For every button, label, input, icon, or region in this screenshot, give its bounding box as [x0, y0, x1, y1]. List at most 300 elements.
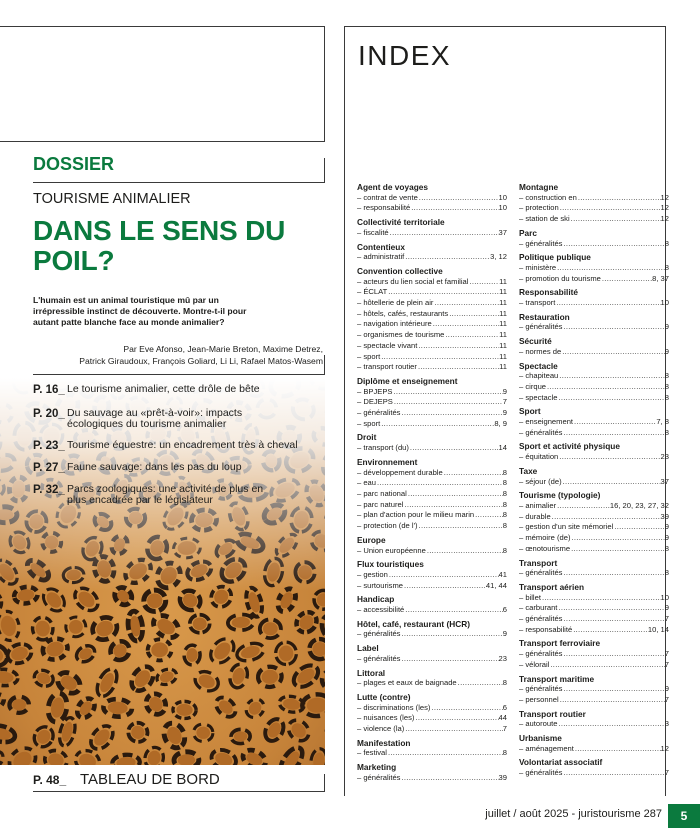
subentry-label: – transport routier — [357, 362, 417, 372]
index-entry-title: Label — [357, 643, 379, 654]
subentry-label: – plan d'action pour le milieu marin — [357, 510, 475, 520]
subentry-page: 10 — [660, 298, 669, 308]
index-subentry[interactable] — [519, 744, 669, 755]
subentry-page: 7 — [664, 649, 669, 659]
index-subentry[interactable] — [519, 695, 669, 706]
index-entry-title: Handicap — [357, 594, 395, 605]
index-entry — [519, 558, 669, 579]
subentry-page: 8 — [502, 488, 507, 498]
subentry-label: – carburant — [519, 603, 558, 613]
index-column-right — [519, 182, 669, 782]
dot-leader — [561, 347, 665, 358]
toc-item[interactable] — [33, 384, 317, 396]
index-entry — [357, 376, 507, 430]
subentry-page: 41, 44 — [485, 580, 507, 590]
index-subentry[interactable] — [357, 397, 507, 408]
index-subentry[interactable] — [357, 678, 507, 689]
dot-leader — [562, 239, 664, 250]
index-subentry[interactable] — [519, 428, 669, 439]
index-subentry[interactable] — [519, 477, 669, 488]
subentry-page: 14 — [498, 443, 507, 453]
index-subentry[interactable] — [357, 510, 507, 521]
subentry-label: – festival — [357, 748, 387, 758]
subentry-page: 8 — [664, 427, 669, 437]
dot-leader — [572, 625, 648, 636]
dot-leader — [404, 605, 502, 616]
index-subentry[interactable] — [357, 298, 507, 309]
dot-leader — [474, 510, 503, 521]
subentry-label: – protection — [519, 203, 559, 213]
toc-item[interactable] — [33, 408, 277, 430]
subentry-page: 11 — [499, 287, 507, 297]
dot-leader — [403, 500, 502, 511]
subentry-page: 8 — [664, 568, 669, 578]
subentry-page: 11 — [499, 362, 507, 372]
subentry-label: – hôtels, cafés, restaurants — [357, 308, 449, 318]
subentry-label: – ÉCLAT — [357, 287, 388, 297]
dot-leader — [400, 408, 502, 419]
index-subentry[interactable] — [357, 330, 507, 341]
subentry-label: – gestion — [357, 569, 388, 579]
divider — [33, 182, 325, 183]
index-subentry[interactable] — [519, 522, 669, 533]
tableau-page: P. 48_ — [33, 773, 67, 787]
subentry-label: – accessibilité — [357, 605, 405, 615]
authors-line: Patrick Giraudoux, François Goliard, Li Li, Rafael Matos-Wasem — [79, 355, 323, 366]
index-subentry[interactable] — [519, 393, 669, 404]
index-subentry[interactable] — [357, 654, 507, 665]
index-subentry[interactable] — [357, 419, 507, 430]
subentry-label: – mémoire (de) — [519, 533, 571, 543]
index-subentry[interactable] — [519, 239, 669, 250]
dot-leader — [562, 428, 664, 439]
index-subentry[interactable] — [519, 274, 669, 285]
index-entry — [519, 733, 669, 754]
index-subentry[interactable] — [357, 773, 507, 784]
index-subentry[interactable] — [357, 546, 507, 557]
index-entry — [519, 441, 669, 462]
subentry-label: – chapiteau — [519, 371, 559, 381]
subentry-label: – nuisances (les) — [357, 713, 415, 723]
footer-issue — [467, 808, 662, 820]
subentry-page: 7 — [664, 768, 669, 778]
subentry-page: 9 — [664, 522, 669, 532]
index-entry-title: Urbanisme — [519, 733, 562, 744]
subentry-page: 8 — [502, 478, 507, 488]
tableau-label[interactable]: TABLEAU DE BORD — [80, 771, 220, 788]
index-subentry[interactable] — [357, 581, 507, 592]
index-entry-title: Agent de voyages — [357, 182, 429, 192]
subentry-page: 10 — [660, 592, 669, 602]
index-entry — [357, 535, 507, 556]
subentry-label: – généralités — [519, 238, 563, 248]
subentry-page: 11 — [499, 340, 507, 350]
subentry-page: 39 — [498, 772, 507, 782]
subentry-label: – généralités — [357, 772, 401, 782]
index-entry-title: Contentieux — [357, 241, 405, 252]
index-entry-title: Lutte (contre) — [357, 691, 411, 702]
index-entry — [357, 668, 507, 689]
index-subentry[interactable] — [519, 322, 669, 333]
subentry-label: – spectacle vivant — [357, 340, 418, 350]
index-entry — [357, 266, 507, 373]
index-subentry[interactable] — [357, 309, 507, 320]
dot-leader — [573, 417, 656, 428]
subentry-label: – plages et eaux de baignade — [357, 678, 457, 688]
subentry-page: 8 — [664, 392, 669, 402]
index-subentry[interactable] — [357, 319, 507, 330]
index-subentry[interactable] — [357, 287, 507, 298]
index-entry-title: Politique publique — [519, 252, 591, 263]
index-entry — [357, 432, 507, 453]
index-entry — [357, 217, 507, 238]
subentry-page: 9 — [664, 533, 669, 543]
index-subentry[interactable] — [519, 417, 669, 428]
dot-leader — [574, 744, 661, 755]
dossier-subtitle: TOURISME ANIMALIER — [33, 191, 191, 207]
index-entry — [519, 361, 669, 404]
dot-leader — [559, 695, 665, 706]
index-subentry[interactable] — [519, 684, 669, 695]
index-entry-title: Volontariat associatif — [519, 757, 603, 768]
subentry-page: 23 — [660, 452, 669, 462]
subentry-label: – discriminations (les) — [357, 702, 431, 712]
magazine-name: juristourisme 287 — [578, 808, 662, 820]
index-subentry[interactable] — [357, 489, 507, 500]
dot-leader — [557, 603, 664, 614]
index-entry-title: Collectivité territoriale — [357, 217, 445, 228]
index-subentry[interactable] — [357, 748, 507, 759]
subentry-page: 16, 20, 23, 27, 32 — [609, 500, 669, 510]
index-entry-title: Manifestation — [357, 737, 411, 748]
toc-page: P. 20_ — [33, 408, 65, 420]
subentry-page: 11 — [499, 298, 507, 308]
subentry-page: 7 — [502, 724, 507, 734]
authors — [53, 344, 323, 367]
index-subentry[interactable] — [519, 603, 669, 614]
subentry-page: 8 — [664, 238, 669, 248]
subentry-page: 11 — [499, 276, 507, 286]
index-entry-title: Taxe — [519, 465, 538, 476]
subentry-page: 8, 37 — [652, 273, 669, 283]
toc-page: P. 23_ — [33, 440, 65, 452]
subentry-label: – responsabilité — [519, 624, 573, 634]
toc-item[interactable] — [33, 484, 267, 506]
dot-leader — [468, 277, 499, 288]
dot-leader — [541, 593, 661, 604]
index-subentry[interactable] — [519, 593, 669, 604]
index-subentry[interactable] — [519, 768, 669, 779]
index-entry — [519, 757, 669, 778]
subentry-label: – généralités — [519, 322, 563, 332]
subentry-page: 8 — [664, 543, 669, 553]
subentry-page: 9 — [502, 408, 507, 418]
index-subentry[interactable] — [357, 193, 507, 204]
dot-leader — [570, 544, 665, 555]
dossier-title: DANS LE SENS DU POIL? — [33, 215, 286, 276]
subentry-page: 12 — [660, 203, 669, 213]
subentry-page: 8 — [664, 371, 669, 381]
index-entry — [519, 182, 669, 225]
index-subentry[interactable] — [357, 468, 507, 479]
dot-leader — [557, 393, 664, 404]
subentry-page: 37 — [660, 476, 669, 486]
index-subentry[interactable] — [519, 719, 669, 730]
index-entry — [357, 692, 507, 735]
subentry-label: – normes de — [519, 346, 562, 356]
subentry-label: – séjour (de) — [519, 476, 562, 486]
index-subentry[interactable] — [357, 724, 507, 735]
dot-leader — [448, 309, 499, 320]
index-subentry[interactable] — [357, 605, 507, 616]
index-entry — [519, 709, 669, 730]
subentry-label: – fiscalité — [357, 227, 389, 237]
subentry-label: – transport (du) — [357, 443, 409, 453]
index-subentry[interactable] — [519, 214, 669, 225]
index-entry-title: Convention collective — [357, 265, 443, 276]
subentry-label: – équitation — [519, 452, 559, 462]
dot-leader — [562, 477, 661, 488]
index-subentry[interactable] — [519, 533, 669, 544]
index-entry — [357, 762, 507, 783]
dot-leader — [380, 419, 494, 430]
index-subentry[interactable] — [519, 371, 669, 382]
index-subentry[interactable] — [519, 625, 669, 636]
subentry-label: – autoroute — [519, 719, 558, 729]
index-subentry[interactable] — [357, 277, 507, 288]
index-entry-title: Transport — [519, 557, 558, 568]
dot-leader — [417, 341, 499, 352]
dot-leader — [417, 362, 499, 373]
dot-leader — [562, 322, 664, 333]
index-subentry[interactable] — [357, 341, 507, 352]
dot-leader — [444, 330, 499, 341]
index-subentry[interactable] — [357, 352, 507, 363]
index-entry-title: Transport maritime — [519, 673, 595, 684]
index-subentry[interactable] — [519, 501, 669, 512]
dot-leader — [546, 382, 665, 393]
dot-leader — [387, 287, 499, 298]
dot-leader — [414, 713, 498, 724]
subentry-label: – généralités — [519, 614, 563, 624]
subentry-page: 3, 12 — [490, 252, 507, 262]
subentry-label: – BPJEPS — [357, 386, 393, 396]
subentry-label: – enseignement — [519, 417, 574, 427]
index-subentry[interactable] — [357, 252, 507, 263]
subentry-label: – généralités — [357, 653, 401, 663]
dot-leader — [432, 319, 499, 330]
dot-leader — [404, 252, 490, 263]
index-subentry[interactable] — [357, 362, 507, 373]
vertical-tick — [324, 355, 325, 375]
subentry-label: – œnotourisme — [519, 543, 571, 553]
dot-leader — [555, 298, 660, 309]
subentry-label: – généralités — [519, 768, 563, 778]
subentry-label: – sport — [357, 351, 381, 361]
subentry-page: 10 — [498, 203, 507, 213]
index-entry-title: Sport et activité physique — [519, 441, 620, 452]
dot-leader — [558, 371, 664, 382]
index-entry-title: Environnement — [357, 456, 418, 467]
toc-item[interactable] — [33, 440, 317, 452]
index-subentry[interactable] — [357, 703, 507, 714]
index-subentry[interactable] — [519, 512, 669, 523]
dot-leader — [570, 214, 661, 225]
subentry-page: 41 — [498, 569, 507, 579]
subentry-label: – gestion d'un site mémoriel — [519, 522, 614, 532]
subentry-label: – animalier — [519, 500, 557, 510]
dot-leader — [556, 263, 665, 274]
dot-leader — [400, 773, 498, 784]
subentry-label: – construction en — [519, 192, 577, 202]
dot-leader — [557, 719, 664, 730]
index-entry — [357, 242, 507, 263]
dot-leader — [562, 768, 664, 779]
dot-leader — [558, 452, 660, 463]
index-subentry[interactable] — [357, 408, 507, 419]
toc-item[interactable] — [33, 462, 317, 474]
dot-leader — [433, 298, 499, 309]
index-entry-title: Flux touristiques — [357, 559, 424, 570]
index-entry — [357, 643, 507, 664]
index-subentry[interactable] — [519, 298, 669, 309]
subentry-label: – personnel — [519, 694, 559, 704]
subentry-page: 3 — [664, 719, 669, 729]
subentry-page: 7 — [664, 694, 669, 704]
index-title: INDEX — [358, 40, 452, 71]
subentry-label: – billet — [519, 592, 541, 602]
subentry-label: – protection (de l') — [357, 521, 418, 531]
toc-text: Faune sauvage: dans les pas du loup — [67, 461, 242, 473]
index-entry-title: Diplôme et enseignement — [357, 375, 458, 386]
index-subentry[interactable] — [519, 263, 669, 274]
dot-leader — [392, 387, 502, 398]
index-entry — [357, 182, 507, 214]
index-entry — [519, 406, 669, 438]
subentry-page: 11 — [499, 351, 507, 361]
index-entry-title: Droit — [357, 432, 377, 443]
index-entry — [519, 252, 669, 284]
index-entry — [519, 466, 669, 487]
dot-leader — [577, 193, 661, 204]
dot-leader — [400, 654, 498, 665]
subentry-page: 8 — [502, 499, 507, 509]
index-subentry[interactable] — [357, 521, 507, 532]
index-subentry[interactable] — [519, 614, 669, 625]
subentry-label: – ministère — [519, 262, 557, 272]
index-entry-title: Transport ferroviaire — [519, 638, 601, 649]
toc-text: Parcs zoologiques: une activité de plus en plus encadrée par le législateur — [67, 483, 264, 506]
dot-leader — [601, 274, 652, 285]
subentry-label: – généralités — [357, 629, 401, 639]
dot-leader — [418, 521, 503, 532]
index-subentry[interactable] — [357, 570, 507, 581]
index-subentry[interactable] — [519, 568, 669, 579]
page-number-badge: 5 — [668, 804, 700, 828]
subentry-label: – cirque — [519, 381, 547, 391]
index-entry — [519, 336, 669, 357]
dossier-label: DOSSIER — [33, 154, 115, 174]
subentry-label: – généralités — [519, 568, 563, 578]
index-subentry[interactable] — [519, 193, 669, 204]
subentry-page: 6 — [502, 702, 507, 712]
dot-leader — [380, 352, 499, 363]
dot-leader — [457, 678, 503, 689]
subentry-page: 39 — [660, 511, 669, 521]
index-subentry[interactable] — [357, 500, 507, 511]
index-subentry[interactable] — [357, 387, 507, 398]
dot-leader — [388, 570, 499, 581]
subentry-page: 7, 8 — [656, 417, 669, 427]
subentry-page: 9 — [664, 684, 669, 694]
subentry-page: 9 — [664, 322, 669, 332]
dot-leader — [549, 660, 664, 671]
index-subentry[interactable] — [519, 649, 669, 660]
subentry-page: 12 — [660, 214, 669, 224]
subentry-page: 11 — [499, 319, 507, 329]
index-subentry[interactable] — [357, 478, 507, 489]
index-entry-title: Transport aérien — [519, 581, 585, 592]
dossier-intro: L'humain est un animal touristique mû par un irrépressible instinct de découverte. Montre-t-il pour autant patte blanche face au monde animalier? — [33, 295, 247, 327]
index-entry-title: Spectacle — [519, 360, 558, 371]
subentry-label: – sport — [357, 418, 381, 428]
subentry-label: – transport — [519, 298, 556, 308]
subentry-page: 9 — [502, 629, 507, 639]
dot-leader — [387, 748, 503, 759]
index-subentry[interactable] — [519, 544, 669, 555]
index-entry — [519, 287, 669, 308]
toc-text: Le tourisme animalier, cette drôle de bête — [67, 383, 260, 395]
index-subentry[interactable] — [519, 660, 669, 671]
index-subentry[interactable] — [357, 629, 507, 640]
divider — [33, 374, 325, 375]
toc-page: P. 32_ — [33, 484, 65, 496]
index-subentry[interactable] — [357, 228, 507, 239]
subentry-page: 6 — [502, 605, 507, 615]
index-subentry[interactable] — [519, 452, 669, 463]
index-subentry[interactable] — [357, 713, 507, 724]
subentry-label: – surtourisme — [357, 580, 404, 590]
index-entry — [519, 490, 669, 554]
subentry-page: 8 — [664, 381, 669, 391]
subentry-page: 11 — [499, 308, 507, 318]
toc-text: Du sauvage au «prêt-à-voir»: impacts écologiques du tourisme animalier — [67, 407, 243, 430]
subentry-label: – DEJEPS — [357, 397, 393, 407]
index-subentry[interactable] — [519, 347, 669, 358]
dot-leader — [418, 193, 499, 204]
dot-leader — [562, 614, 664, 625]
subentry-page: 37 — [498, 227, 507, 237]
subentry-page: 7 — [502, 397, 507, 407]
index-entry — [357, 594, 507, 615]
index-subentry[interactable] — [357, 443, 507, 454]
leopard-fur-image — [0, 378, 325, 765]
index-entry-title: Parc — [519, 227, 537, 238]
index-subentry[interactable] — [519, 382, 669, 393]
index-subentry[interactable] — [357, 203, 507, 214]
subentry-label: – eau — [357, 478, 377, 488]
subentry-page: 9 — [664, 603, 669, 613]
index-entry-title: Europe — [357, 534, 386, 545]
dot-leader — [400, 629, 502, 640]
index-entry — [357, 559, 507, 591]
subentry-label: – administratif — [357, 252, 405, 262]
subentry-page: 9 — [664, 346, 669, 356]
subentry-page: 11 — [499, 330, 507, 340]
index-subentry[interactable] — [519, 203, 669, 214]
dot-leader — [393, 397, 503, 408]
subentry-label: – acteurs du lien social et familial — [357, 276, 469, 286]
